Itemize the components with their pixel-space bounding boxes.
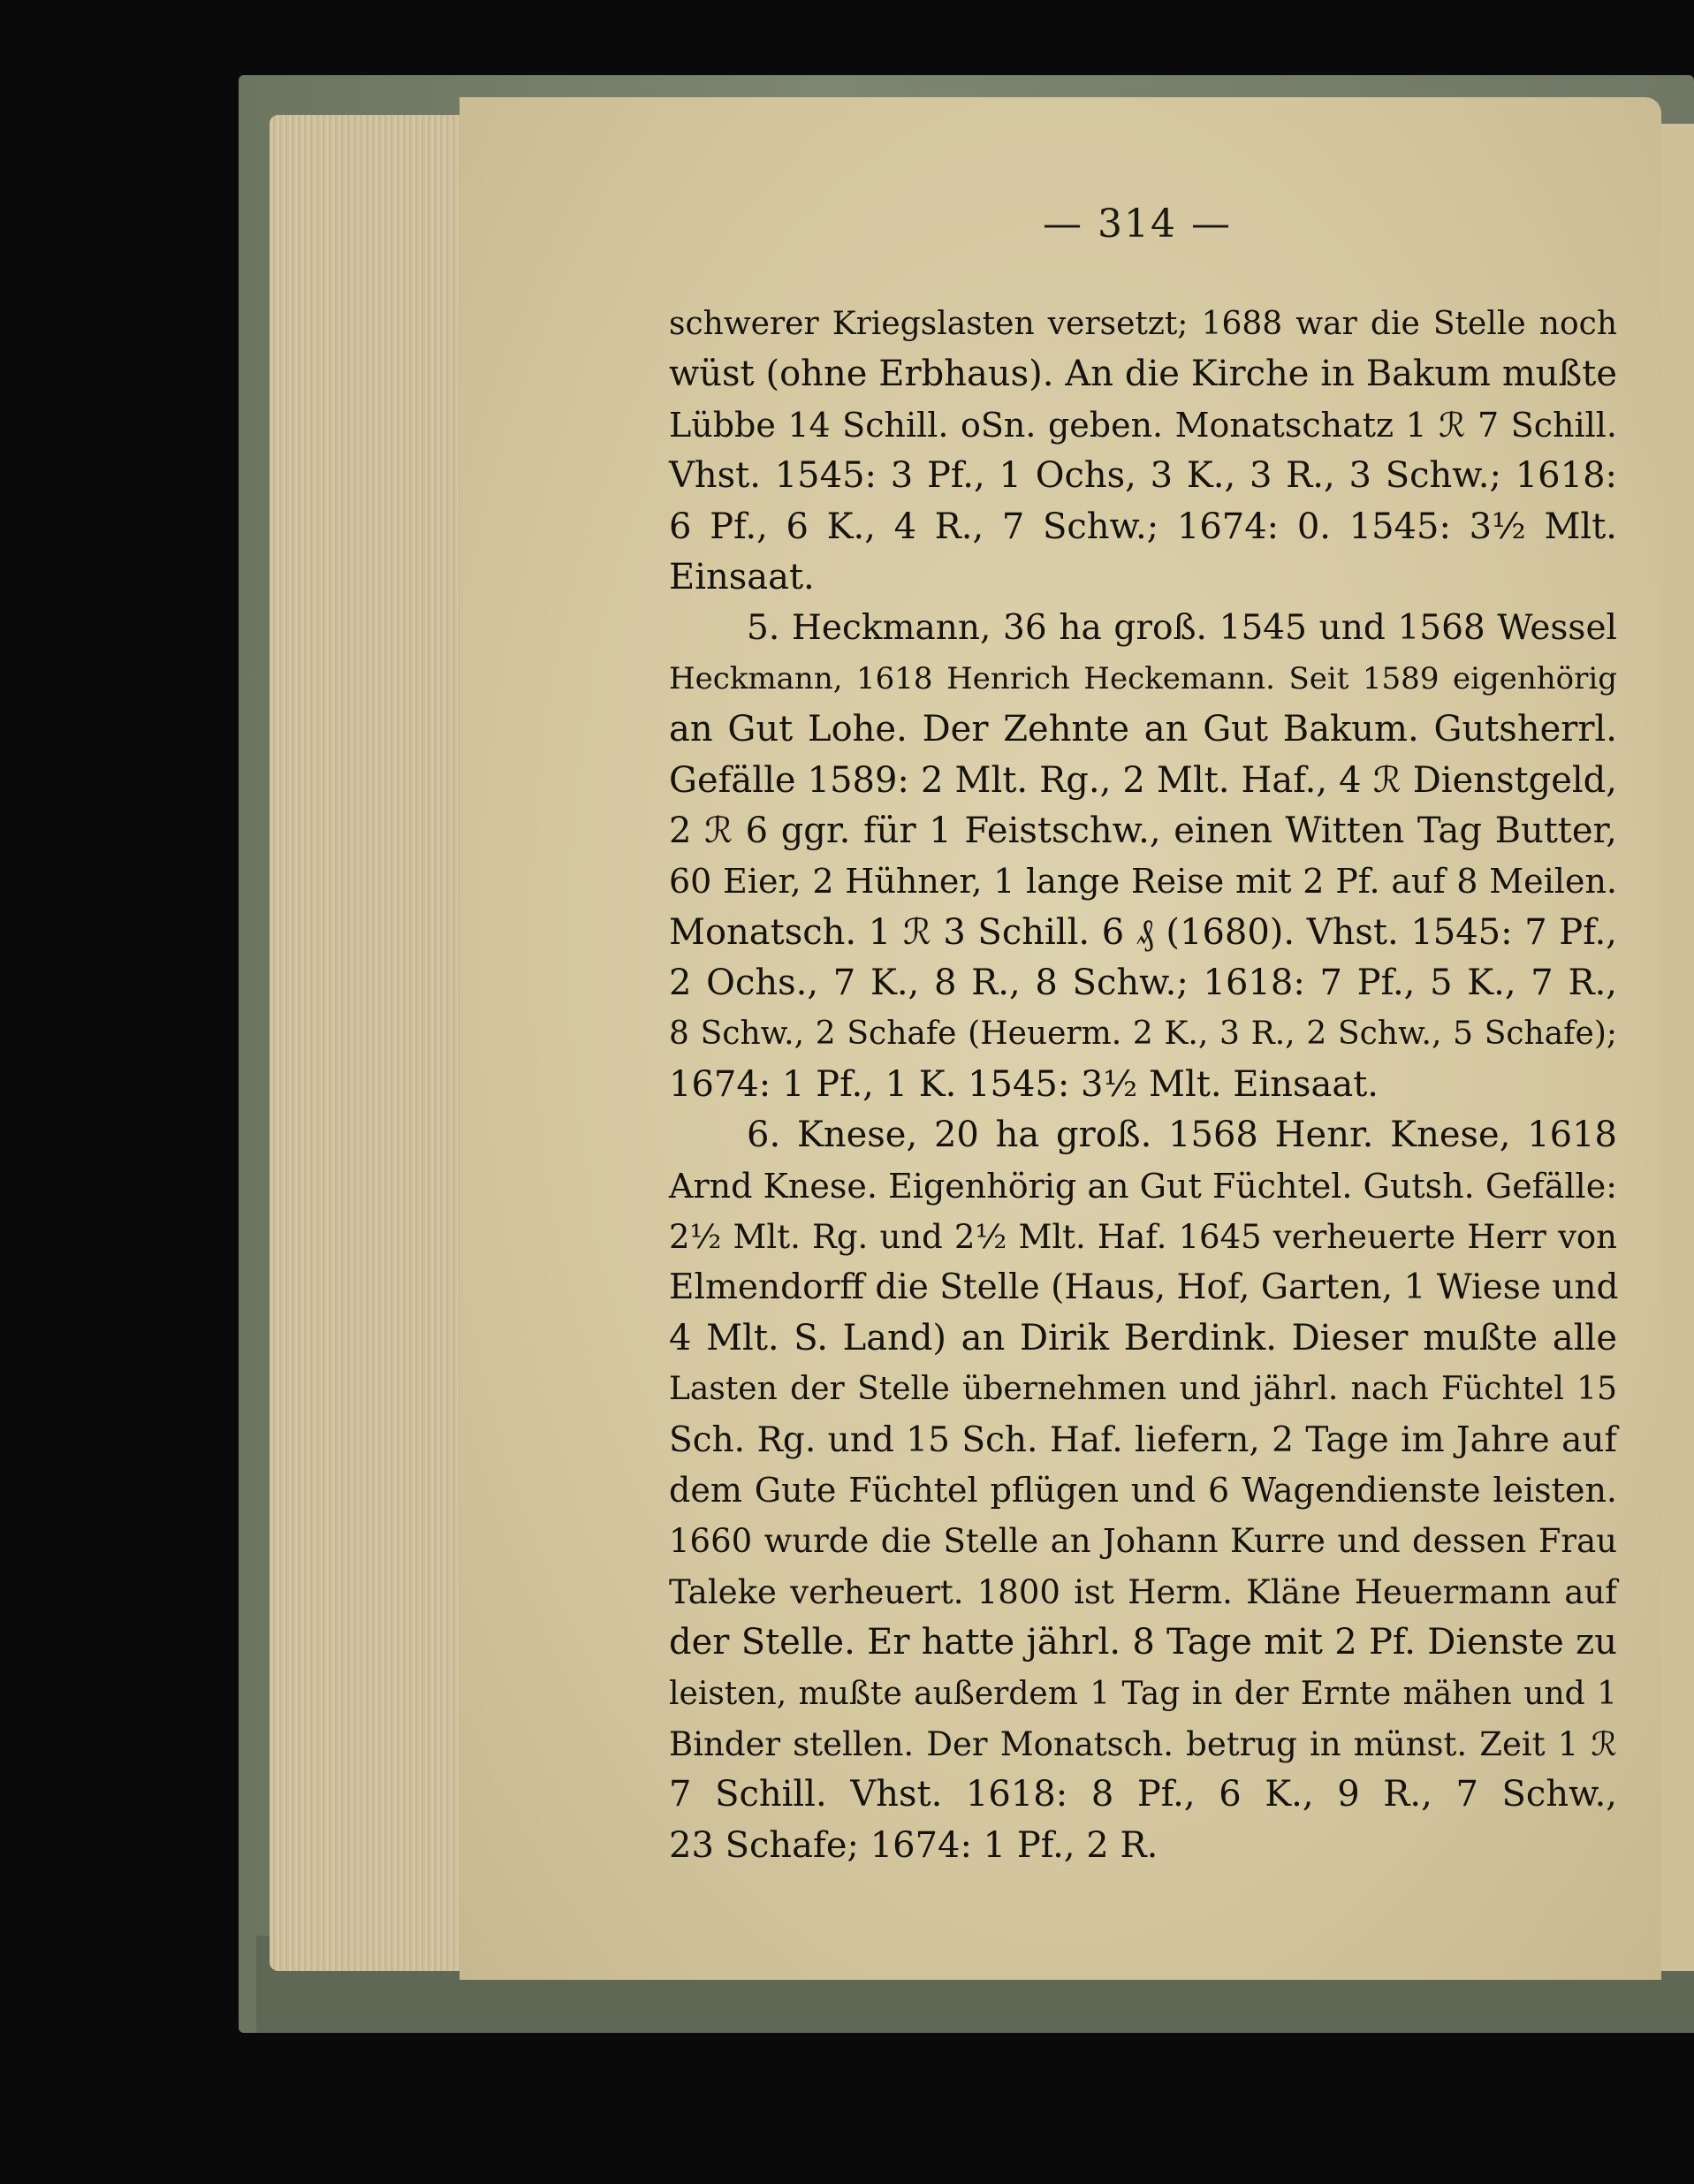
text-line: 1674: 1 Pf., 1 K. 1545: 3½ Mlt. Einsaat. (669, 1063, 1379, 1105)
text-line: Lübbe 14 Schill. oSn. geben. Monatschatz 1 ℛ 7 Schill. (669, 405, 1617, 445)
text-line: an Gut Lohe. Der Zehnte an Gut Bakum. Gutsherrl. (669, 709, 1617, 750)
text-line: 8 Schw., 2 Schafe (Heuerm. 2 K., 3 R., 2 Schw., 5 Schafe); (669, 1016, 1617, 1053)
text-line: 6 Pf., 6 K., 4 R., 7 Schw.; 1674: 0. 1545: 3½ Mlt. (669, 506, 1617, 547)
next-page-edge (1661, 124, 1694, 1971)
text-line: wüst (ohne Erbhaus). An die Kirche in Bakum mußte (669, 354, 1617, 395)
text-line: 60 Eier, 2 Hühner, 1 lange Reise mit 2 Pf. auf 8 Meilen. (669, 862, 1617, 902)
text-line: 7 Schill. Vhst. 1618: 8 Pf., 6 K., 9 R., 7 Schw., (669, 1774, 1617, 1815)
text-line: Lasten der Stelle übernehmen und jährl. nach Füchtel 15 (669, 1371, 1617, 1408)
text-line: 4 Mlt. S. Land) an Dirik Berdink. Dieser mußte alle (669, 1317, 1617, 1358)
text-line: Binder stellen. Der Monatsch. betrug in münst. Zeit 1 ℛ (669, 1724, 1617, 1763)
text-line: Heckmann, 1618 Henrich Heckemann. Seit 1589 eigenhörig (669, 660, 1617, 696)
text-line: leisten, mußte außerdem 1 Tag in der Ernte mähen und 1 (669, 1675, 1617, 1712)
text-line: 2 ℛ 6 ggr. für 1 Feistschw., einen Witten Tag Butter, (669, 810, 1617, 851)
text-line: 23 Schafe; 1674: 1 Pf., 2 R. (669, 1824, 1158, 1866)
text-line: Monatsch. 1 ℛ 3 Schill. 6 ₰ (1680). Vhst. 1545: 7 Pf., (669, 911, 1617, 953)
text-line: Arnd Knese. Eigenhörig an Gut Füchtel. Gutsh. Gefälle: (669, 1166, 1617, 1206)
page-edges (270, 115, 473, 1971)
text-line: 5. Heckmann, 36 ha groß. 1545 und 1568 Wessel (747, 608, 1617, 649)
text-line: 6. Knese, 20 ha groß. 1568 Henr. Knese, 1618 (747, 1115, 1617, 1156)
text-line: Taleke verheuert. 1800 ist Herm. Kläne Heuermann auf (669, 1572, 1617, 1611)
text-line: schwerer Kriegslasten versetzt; 1688 war die Stelle noch (669, 306, 1617, 342)
page-number: — 314 — (1043, 202, 1232, 247)
text-line: 1660 wurde die Stelle an Johann Kurre und dessen Frau (669, 1522, 1617, 1561)
text-line: Einsaat. (669, 556, 815, 597)
text-line: 2 Ochs., 7 K., 8 R., 8 Schw.; 1618: 7 Pf., 5 K., 7 R., (669, 963, 1617, 1004)
text-line: Elmendorff die Stelle (Haus, Hof, Garten, 1 Wiese und (669, 1267, 1619, 1308)
text-line: Sch. Rg. und 15 Sch. Haf. liefern, 2 Tage im Jahre auf (669, 1419, 1617, 1460)
text-line: 2½ Mlt. Rg. und 2½ Mlt. Haf. 1645 verheuerte Herr von (669, 1218, 1617, 1257)
text-line: der Stelle. Er hatte jährl. 8 Tage mit 2 Pf. Dienste zu (669, 1622, 1617, 1663)
text-line: dem Gute Füchtel pflügen und 6 Wagendienste leisten. (669, 1470, 1617, 1510)
text-line: Gefälle 1589: 2 Mlt. Rg., 2 Mlt. Haf., 4 ℛ Dienstgeld, (669, 759, 1617, 801)
body-text (669, 299, 1617, 1871)
text-line: Vhst. 1545: 3 Pf., 1 Ochs, 3 K., 3 R., 3 Schw.; 1618: (669, 455, 1617, 497)
